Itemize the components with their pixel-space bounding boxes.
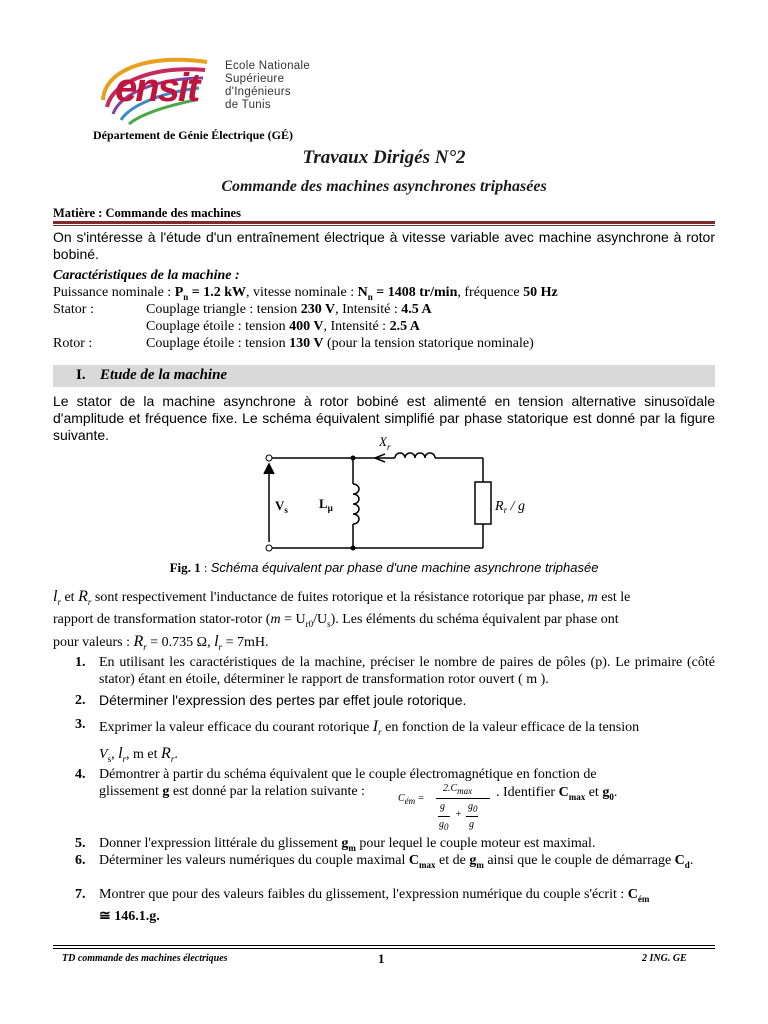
desc-line [53, 611, 715, 633]
value: 2.5 A [389, 319, 420, 334]
svg-text:r: r [387, 442, 391, 452]
text: , [111, 747, 119, 763]
desc-line: $l_r$ et $R_r$ sont respectivement l'inductance de fuites rotorique et la résistance rotorique par phase, m est le [53, 588, 631, 608]
vs: V [99, 747, 108, 763]
text: et de [435, 853, 470, 868]
c: C [398, 793, 405, 804]
text: = U [280, 612, 306, 628]
num: 2.C [443, 783, 458, 794]
text: Puissance nominale : [53, 285, 175, 300]
text: et [585, 785, 603, 800]
sub: ém [404, 796, 416, 806]
school-line: Ecole Nationale [225, 60, 311, 72]
element-description [53, 588, 715, 656]
vs: V [275, 498, 285, 513]
c: C [558, 785, 569, 800]
number: 2. [75, 693, 86, 708]
sub: µ [327, 503, 333, 513]
text: Montrer que pour des valeurs faibles du glissement, l'expression numérique du couple s'écrit : [99, 887, 628, 902]
stator-line-1 [146, 302, 432, 318]
text: /U [313, 612, 328, 628]
section-text: Le stator de la machine asynchrone à rotor bobiné est alimenté en tension alternative sinusoïdale d'amplitude et fréquence fixe. Le schéma équivalent simplifié par phase statorique est donné par la figure suivante. [53, 393, 715, 443]
g0 [468, 801, 478, 814]
question-6 [75, 852, 715, 874]
sub: ém [637, 893, 650, 904]
fraction-bar [466, 816, 478, 817]
text: ). Les éléments du schéma équivalent par phase ont [330, 612, 619, 628]
text: Couplage étoile : tension [146, 336, 290, 351]
number: 5. [75, 836, 86, 851]
number: 6. [75, 853, 86, 868]
pn-value: = 1.2 kW [188, 285, 247, 300]
text: glissement [99, 784, 163, 799]
divider [53, 225, 715, 226]
number: 7. [75, 887, 86, 902]
caract-heading: Caractéristiques de la machine : [53, 268, 240, 283]
section-title: Etude de la machine [100, 367, 228, 383]
department: Département de Génie Électrique (GÉ) [93, 128, 293, 142]
rotor-label: Rotor : [53, 336, 93, 351]
value: 130 V [289, 336, 324, 351]
g0 [439, 819, 449, 832]
vs-label [275, 498, 288, 515]
text: est donné par la relation suivante : [169, 784, 365, 799]
text: . [174, 747, 178, 763]
question-3: 3. Exprimer la valeur efficace du courant rotorique $I_r$ en fonction de la valeur efficace de la tension $V_s$, $l_r$, m et $R_r$. [75, 717, 640, 765]
text: Couplage étoile : tension [146, 319, 290, 334]
text: . [613, 785, 618, 800]
question-1 [75, 654, 715, 688]
g: g [162, 784, 170, 799]
g: g [468, 801, 473, 812]
sub: s [284, 505, 288, 515]
caract-line-1 [53, 285, 558, 302]
sub: s [327, 618, 331, 629]
g: g [440, 801, 445, 812]
value: 230 V [300, 302, 336, 317]
eq: = [415, 793, 425, 804]
text: Donner l'expression littérale du glissement [99, 836, 342, 851]
text: Couplage triangle : tension [146, 302, 301, 317]
text: . [689, 853, 694, 868]
lmu-label [319, 496, 334, 513]
desc-line: pour valeurs : $R_r = 0.735$ Ω, $l_r = 7mH$. [53, 632, 269, 653]
nn-value: = 1408 tr/min [372, 285, 458, 300]
section-number: I. [76, 367, 86, 383]
text: , fréquence [457, 285, 524, 300]
sub: max [457, 786, 473, 796]
m: m [270, 612, 281, 628]
sub: max [568, 791, 586, 802]
value: 400 V [289, 319, 324, 334]
text: Déterminer l'expression des pertes par effet joule rotorique. [99, 692, 467, 708]
pn: P [174, 285, 184, 300]
g: g [469, 853, 477, 868]
text: (pour la tension statorique nominale) [323, 336, 534, 351]
sub: m [476, 859, 484, 870]
g: g [602, 785, 610, 800]
number: 1. [75, 655, 86, 670]
g: g [439, 819, 444, 830]
question-4 [75, 766, 715, 800]
g: g [341, 836, 349, 851]
sub: n [367, 291, 373, 302]
logo-word: ensit [115, 66, 199, 110]
fraction-bar [436, 798, 490, 799]
footer-rule [53, 948, 715, 949]
sub: max [418, 859, 436, 870]
footer-left: TD commande des machines électriques [62, 953, 228, 964]
number: 3. [75, 717, 86, 732]
torque-formula [398, 781, 498, 837]
sub: d [684, 859, 690, 870]
formula-num [443, 783, 472, 796]
rr-label: $R_r$ / g [495, 499, 525, 515]
rr: R [495, 499, 504, 514]
text: pour lequel le couple moteur est maximal. [355, 836, 596, 851]
sub: 0 [609, 791, 614, 802]
equivalent-circuit-diagram [255, 430, 525, 558]
stator-line-2 [146, 319, 420, 335]
text: en fonction de la valeur efficace de la tension [381, 720, 640, 735]
page-title: Travaux Dirigés N°2 [302, 147, 466, 168]
m: m [587, 590, 598, 605]
text: pour valeurs : [53, 634, 134, 650]
xr-label: X [379, 434, 387, 449]
value: = 7mH. [222, 634, 269, 650]
sub: m [348, 842, 356, 853]
question-7 [75, 886, 715, 925]
plus: + [455, 809, 462, 820]
text: Déterminer les valeurs numériques du couple maximal [99, 853, 409, 868]
school-line: de Tunis [225, 99, 271, 111]
sub: 0 [473, 804, 478, 814]
rotor-line [146, 336, 534, 352]
fig-label: Fig. 1 [169, 560, 201, 575]
text: , m et [126, 747, 162, 763]
page-subtitle: Commande des machines asynchrones triphasées [221, 178, 547, 195]
c: C [674, 853, 685, 868]
question-2 [75, 692, 715, 709]
matiere: Matière : Commande des machines [53, 206, 241, 220]
stator-label: Stator : [53, 302, 94, 317]
ensit-logo [95, 52, 225, 127]
sub: 0 [444, 822, 449, 832]
figure-caption [0, 560, 768, 576]
freq-value: 50 Hz [523, 285, 558, 300]
text: Exprimer la valeur efficace du courant rotorique [99, 720, 373, 735]
school-line: d'Ingénieurs [225, 86, 291, 98]
school-line: Supérieure [225, 73, 285, 85]
text: En utilisant les caractéristiques de la machine, préciser le nombre de paires de pôles (p). Le primaire (côté stator) étant en étoile, déterminer le rapport de transformation rotor ouvert ( m ). [99, 655, 715, 687]
lmu: L [319, 496, 328, 511]
intro-text: On s'intéresse à l'étude d'un entraînement électrique à vitesse variable avec machine asynchrone à rotor bobiné. [53, 229, 715, 262]
divider [53, 221, 715, 224]
c: C [408, 853, 419, 868]
text: , Intensité : [335, 302, 402, 317]
text: , vitesse nominale : [246, 285, 358, 300]
sub: n [183, 291, 189, 302]
footer-right: 2 ING. GE [642, 953, 687, 964]
value: = 0.735 Ω, [146, 634, 215, 650]
fraction-bar [438, 816, 450, 817]
caption: Schéma équivalent par phase d'une machine asynchrone triphasée [210, 560, 599, 575]
question-4-tail [496, 785, 617, 802]
text: est le [597, 590, 631, 605]
text: : [200, 560, 211, 575]
number: 4. [75, 767, 86, 782]
g: g [469, 819, 474, 830]
footer-rule [53, 945, 715, 946]
sub: r0 [305, 618, 314, 629]
formula-lhs [398, 793, 424, 806]
text: ainsi que le couple de démarrage [483, 853, 675, 868]
value: ≅ 146.1.g. [99, 908, 160, 924]
nn: N [357, 285, 368, 300]
sub: s [107, 753, 112, 764]
school-name [225, 60, 310, 112]
text: , Intensité : [323, 319, 390, 334]
text: Démontrer à partir du schéma équivalent que le couple électromagnétique en fonction de [99, 767, 597, 782]
page-number: 1 [378, 951, 385, 966]
text: rapport de transformation stator-rotor ( [53, 612, 271, 628]
text: . Identifier [496, 785, 559, 800]
g: g [517, 499, 525, 514]
c: C [627, 887, 638, 902]
value: 4.5 A [401, 302, 432, 317]
text: sont respectivement l'inductance de fuites rotorique et la résistance rotorique par phase, [94, 590, 588, 605]
